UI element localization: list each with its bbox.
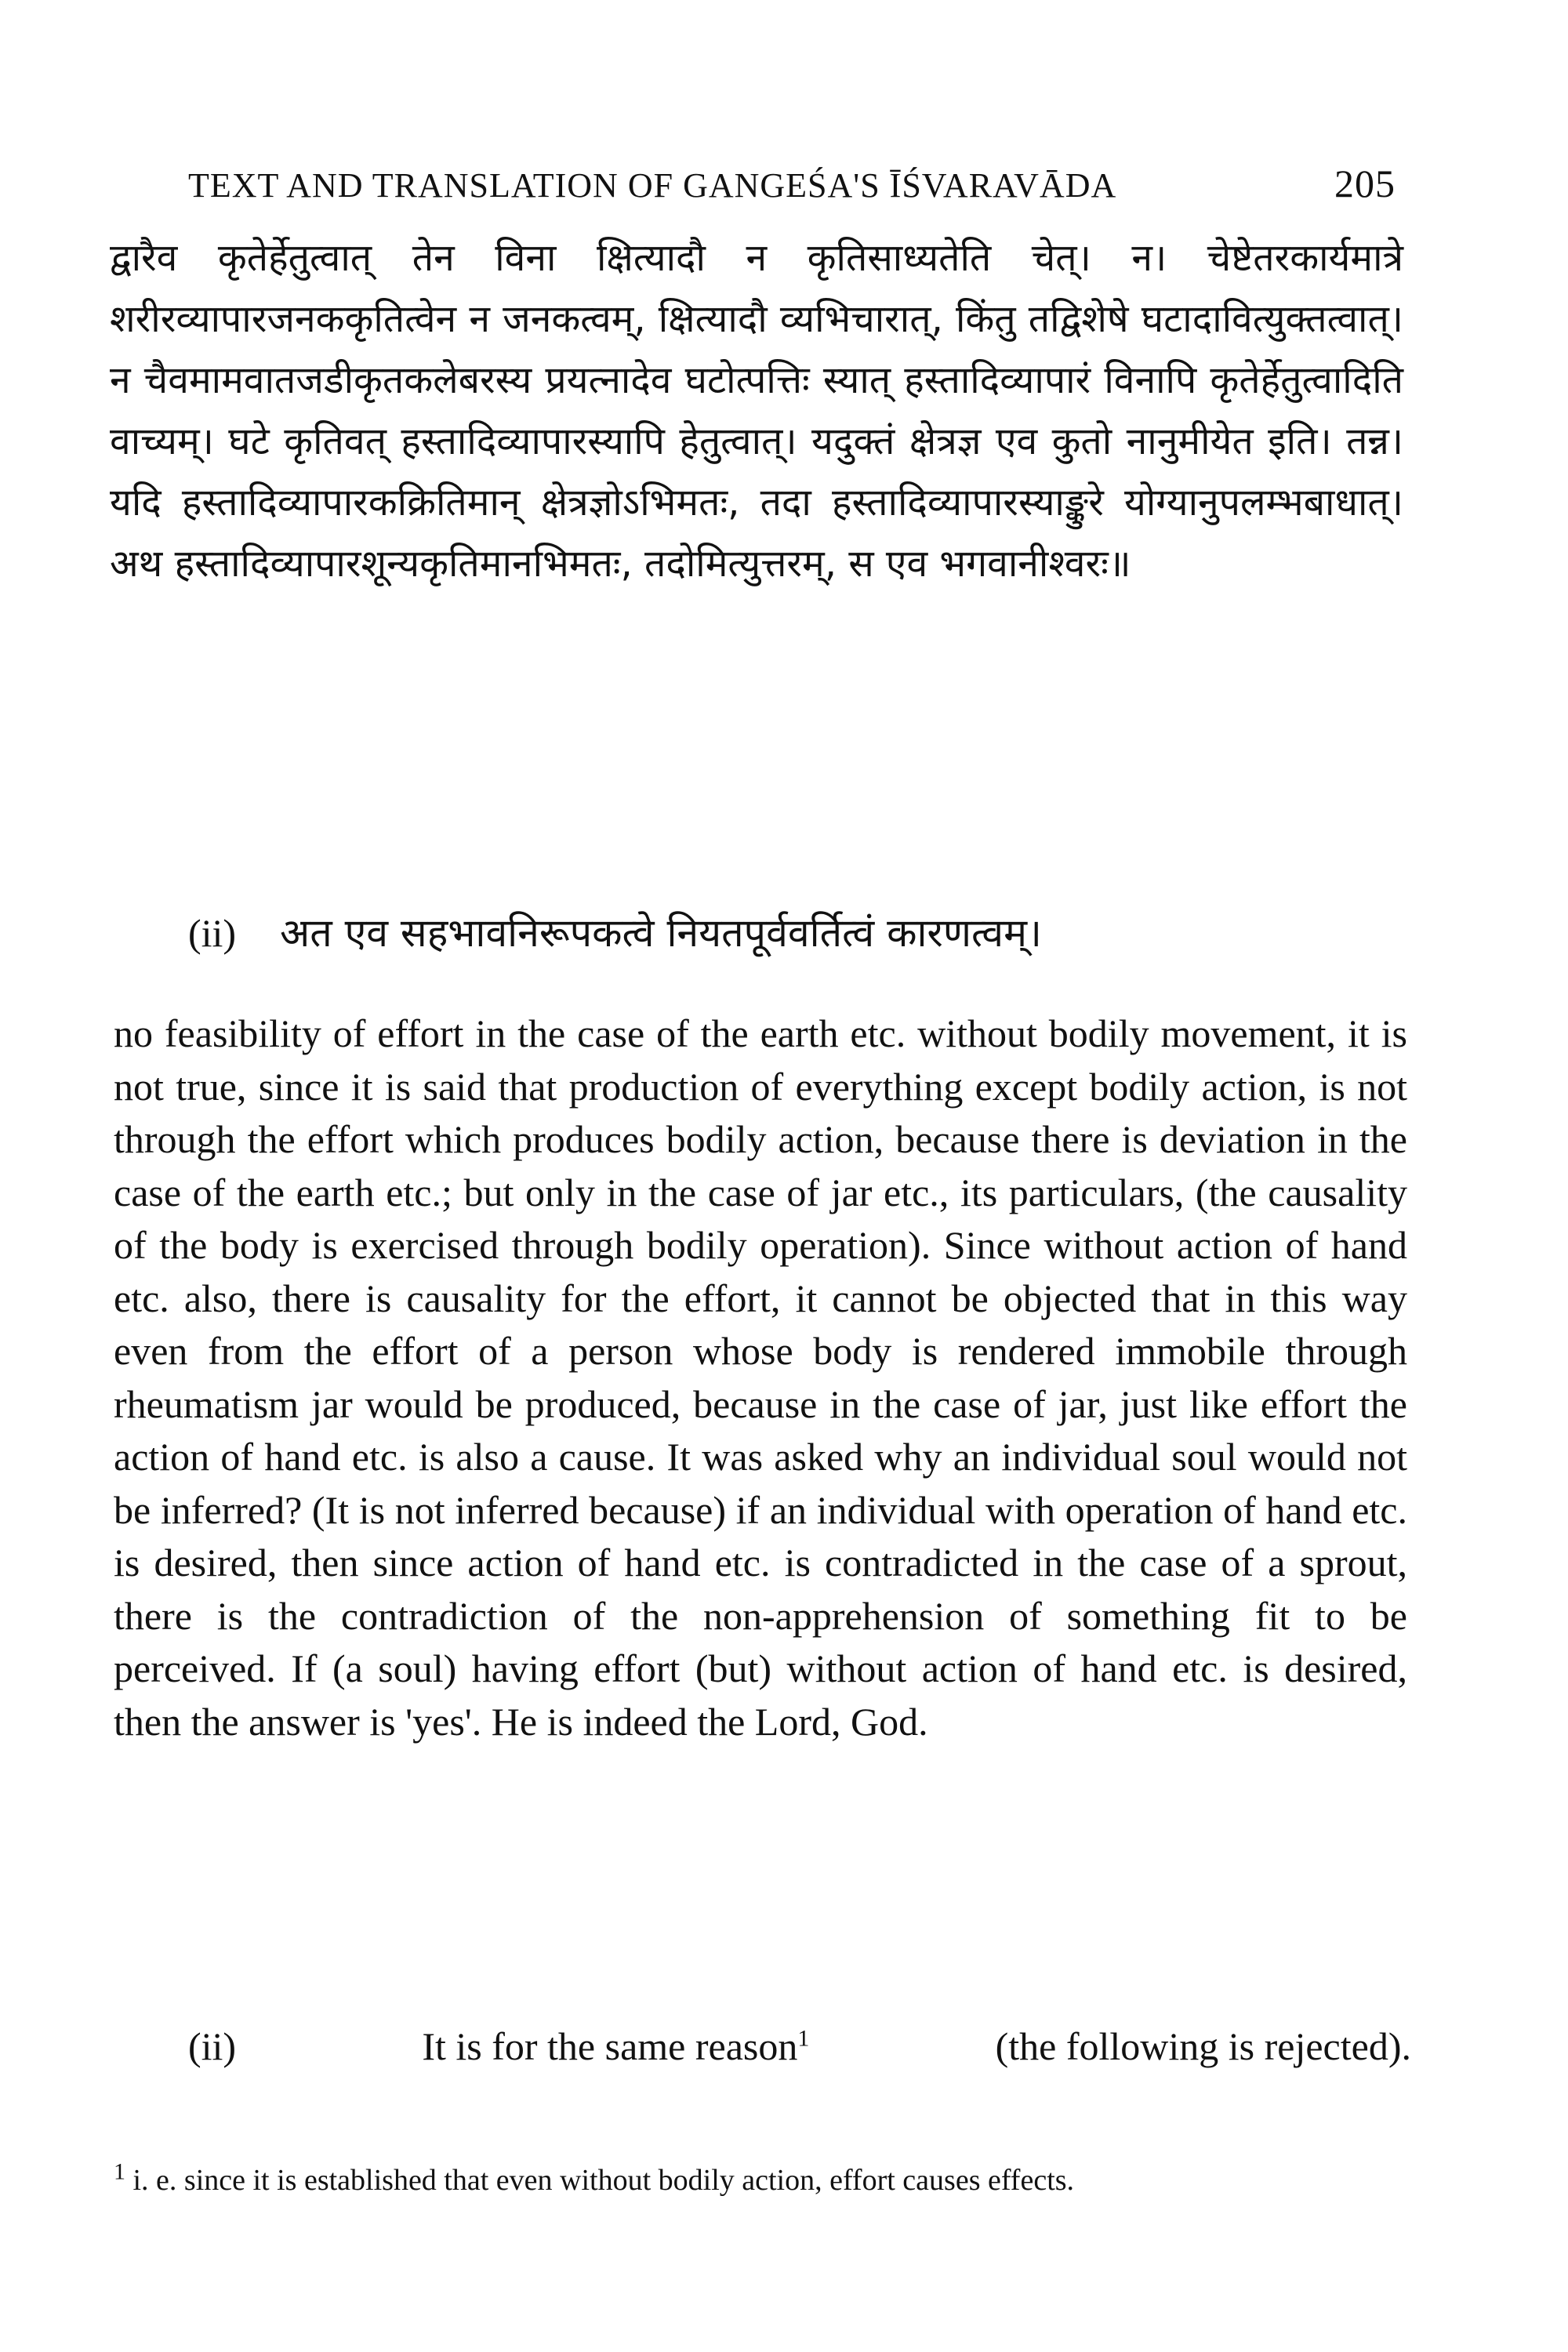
translation-section-ii-lead: [422, 2019, 809, 2074]
translation-passage: no feasibility of effort in the case of the earth etc. without bodily movement, it is not true, since it is said that production of everything except bodily action, is not through the effort which produces bodily action, because there is deviation in the case of the earth etc.; but only in the case of jar etc., its particulars, (the causality of the body is exercised through bodily operation). Since without action of hand etc. also, there is causality for the effort, it cannot be objected that in this way even from the effort of a person whose body is rendered immobile through rheumatism jar would be produced, because in the case of jar, just like effort the action of hand etc. is also a cause. It was asked why an individual soul would not be inferred? (It is not inferred because) if an individual with operation of hand etc. is desired, then since action of hand etc. is contradicted in the case of a sprout, there is the contradiction of the non-apprehension of something fit to be perceived. If (a soul) having effort (but) without action of hand etc. is desired, then the answer is 'yes'. He is indeed the Lord, God.: [114, 1011, 1407, 1744]
sanskrit-section-ii: [188, 906, 1411, 960]
translation-section-ii-label: (ii): [188, 2024, 237, 2068]
sanskrit-section-ii-text: अत एव सहभावनिरूपकत्वे नियतपूर्ववर्तित्वं कारणत्वम्।: [280, 910, 1042, 956]
running-title: TEXT AND TRANSLATION OF GANGEŚA'S ĪŚVARAVĀDA: [188, 166, 1117, 205]
footnote: [114, 2160, 1407, 2201]
sanskrit-passage: द्वारैव कृतेर्हेतुत्वात् तेन विना क्षित्यादौ न कृतिसाध्यतेति चेत्। न। चेष्टेतरकार्यमात्रे शरीरव्यापारजनककृतित्वेन न जनकत्वम्, क्षित्यादौ व्यभिचारात्, किंतु तद्विशेषे घटादावित्युक्तत्वात्। न चैवमामवातजडीकृतकलेबरस्य प्रयत्नादेव घटोत्पत्तिः स्यात् हस्तादिव्यापारं विनापि कृतेर्हेतुत्वादिति वाच्यम्। घटे कृतिवत् हस्तादिव्यापारस्यापि हेतुत्वात्। यदुक्तं क्षेत्रज्ञ एव कुतो नानुमीयेत इति। तन्न। यदि हस्तादिव्यापारकक्रितिमान् क्षेत्रज्ञोऽभिमतः, तदा हस्तादिव्यापारस्याङ्कुरे योग्यानुपलम्भबाधात्। अथ हस्तादिव्यापारशून्यकृतिमानभिमतः, तदोमित्युत्तरम्, स एव भगवानीश्वरः॥: [110, 236, 1403, 586]
page-number: 205: [1334, 162, 1396, 205]
running-head: [188, 161, 1396, 206]
footnote-reference: 1: [797, 2025, 810, 2052]
translation-section-ii-after: (the following is rejected).: [995, 2024, 1411, 2068]
footnote-marker: 1: [114, 2158, 125, 2185]
translation-section-ii-before: It is for the same reason: [422, 2024, 798, 2068]
sanskrit-section-ii-label: (ii): [188, 911, 237, 955]
footnote-text: i. e. since it is established that even without bodily action, effort causes effects.: [132, 2164, 1075, 2197]
translation-section-ii: [188, 2019, 1411, 2074]
